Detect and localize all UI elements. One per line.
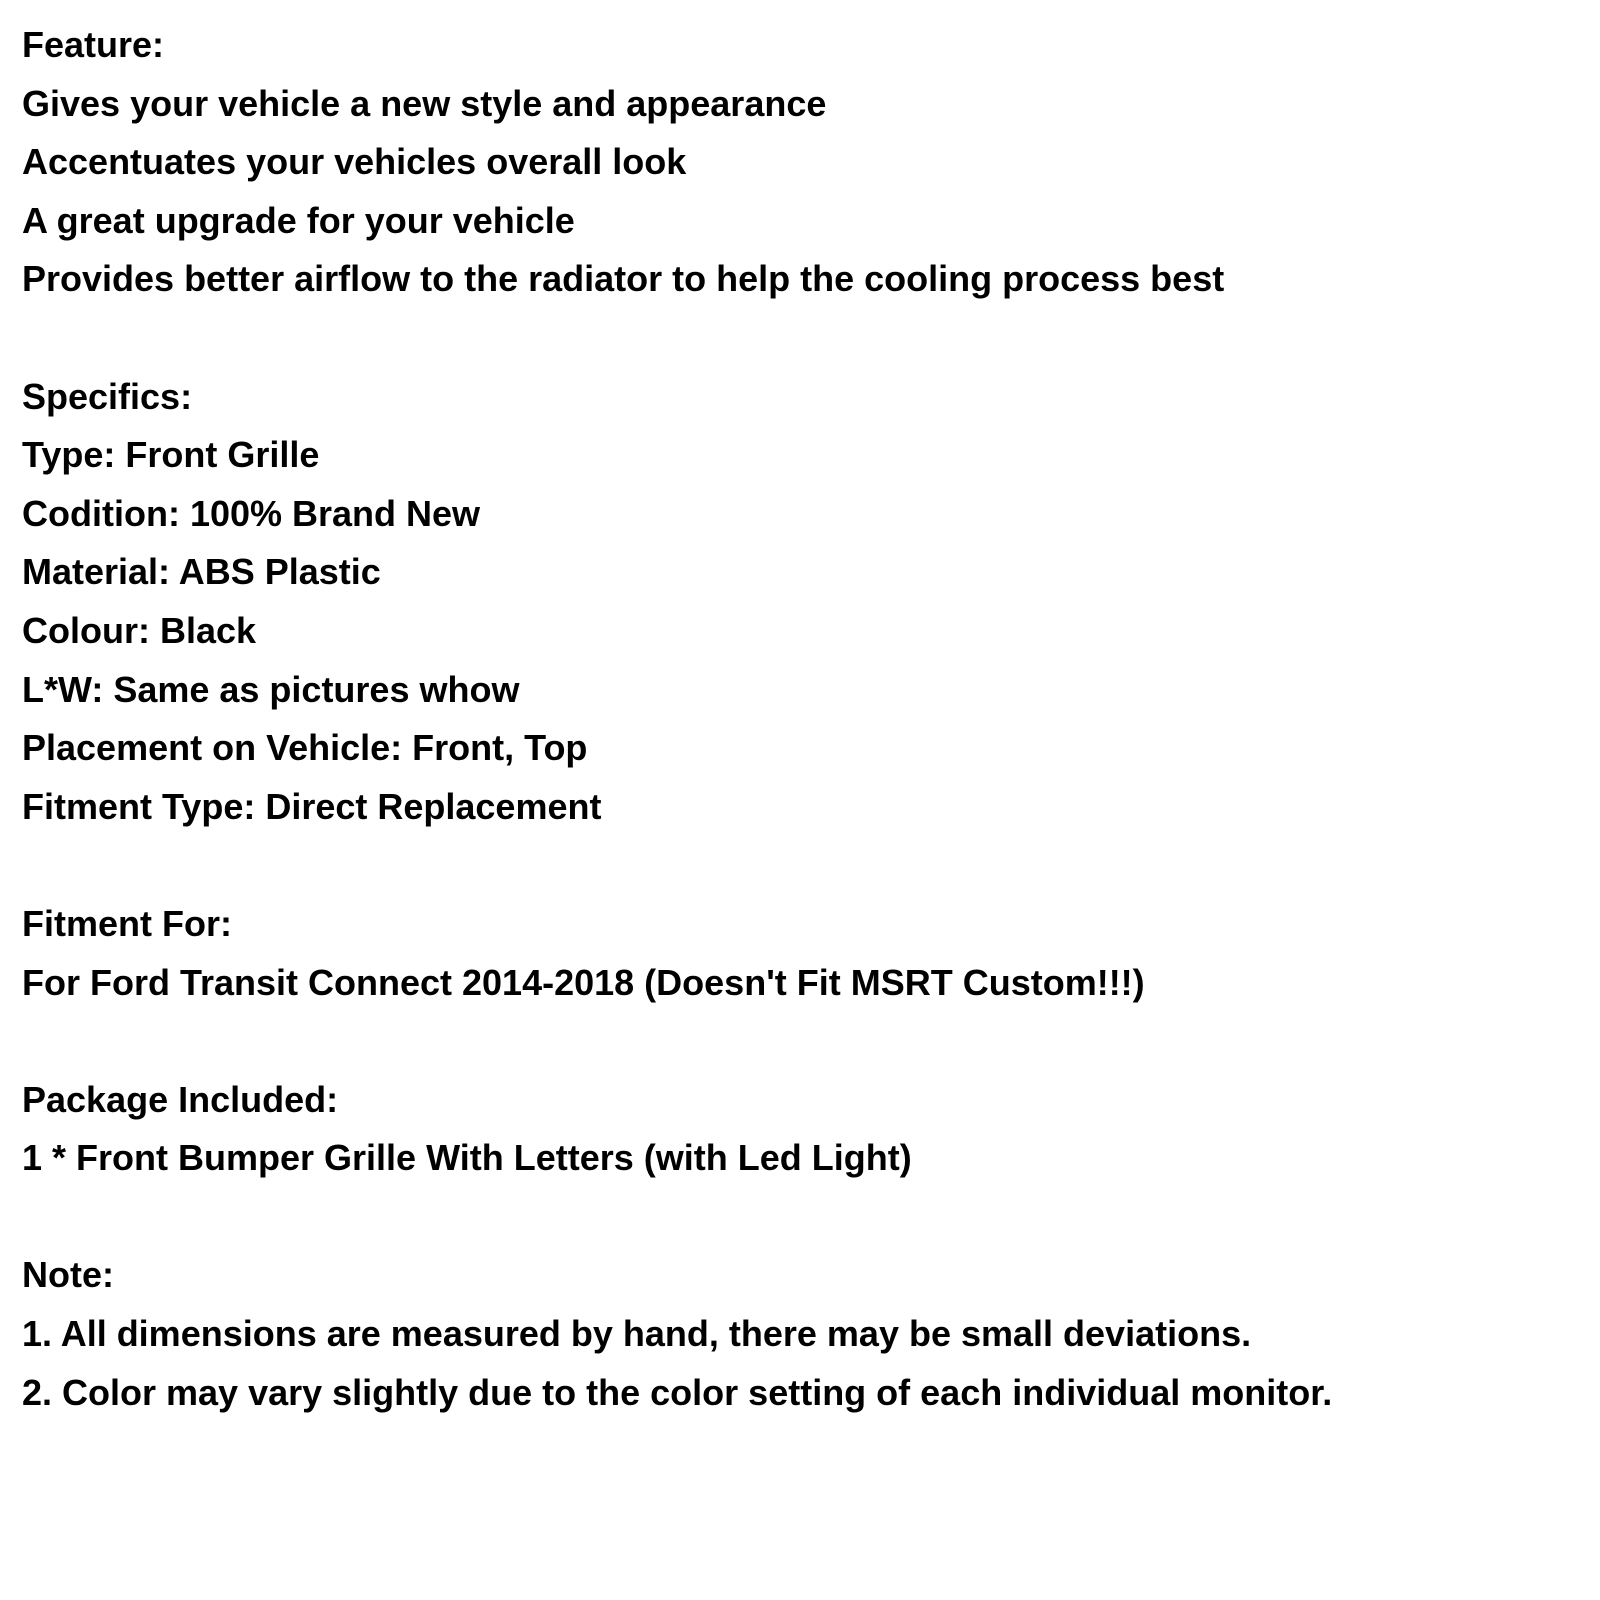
- section-heading: Package Included:: [22, 1078, 339, 1120]
- section-specifics: [22, 368, 1570, 837]
- section-note: [22, 1246, 1570, 1422]
- section-heading: Note:: [22, 1254, 114, 1296]
- section-heading: Specifics:: [22, 375, 193, 417]
- section-package-included: [22, 1071, 1570, 1188]
- text-line: Provides better airflow to the radiator to help the cooling process best: [22, 258, 1225, 300]
- text-line: Gives your vehicle a new style and appearance: [22, 82, 827, 124]
- text-line: A great upgrade for your vehicle: [22, 199, 575, 241]
- text-line: Placement on Vehicle: Front, Top: [22, 727, 588, 769]
- section-feature: [22, 16, 1570, 309]
- text-line: 1 * Front Bumper Grille With Letters (with Led Light): [22, 1137, 912, 1179]
- text-line: 1. All dimensions are measured by hand, there may be small deviations.: [22, 1313, 1252, 1355]
- text-line: L*W: Same as pictures whow: [22, 668, 520, 710]
- text-line: Material: ABS Plastic: [22, 551, 381, 593]
- text-line: 2. Color may vary slightly due to the color setting of each individual monitor.: [22, 1371, 1333, 1413]
- text-line: Accentuates your vehicles overall look: [22, 141, 687, 183]
- section-heading: Feature:: [22, 24, 165, 65]
- section-heading: Fitment For:: [22, 902, 232, 944]
- text-line: Codition: 100% Brand New: [22, 492, 481, 534]
- text-line: Colour: Black: [22, 609, 257, 651]
- section-fitment-for: [22, 895, 1570, 1012]
- text-line: Type: Front Grille: [22, 434, 320, 476]
- text-line: For Ford Transit Connect 2014-2018 (Doesn't Fit MSRT Custom!!!): [22, 961, 1145, 1003]
- text-line: Fitment Type: Direct Replacement: [22, 785, 602, 827]
